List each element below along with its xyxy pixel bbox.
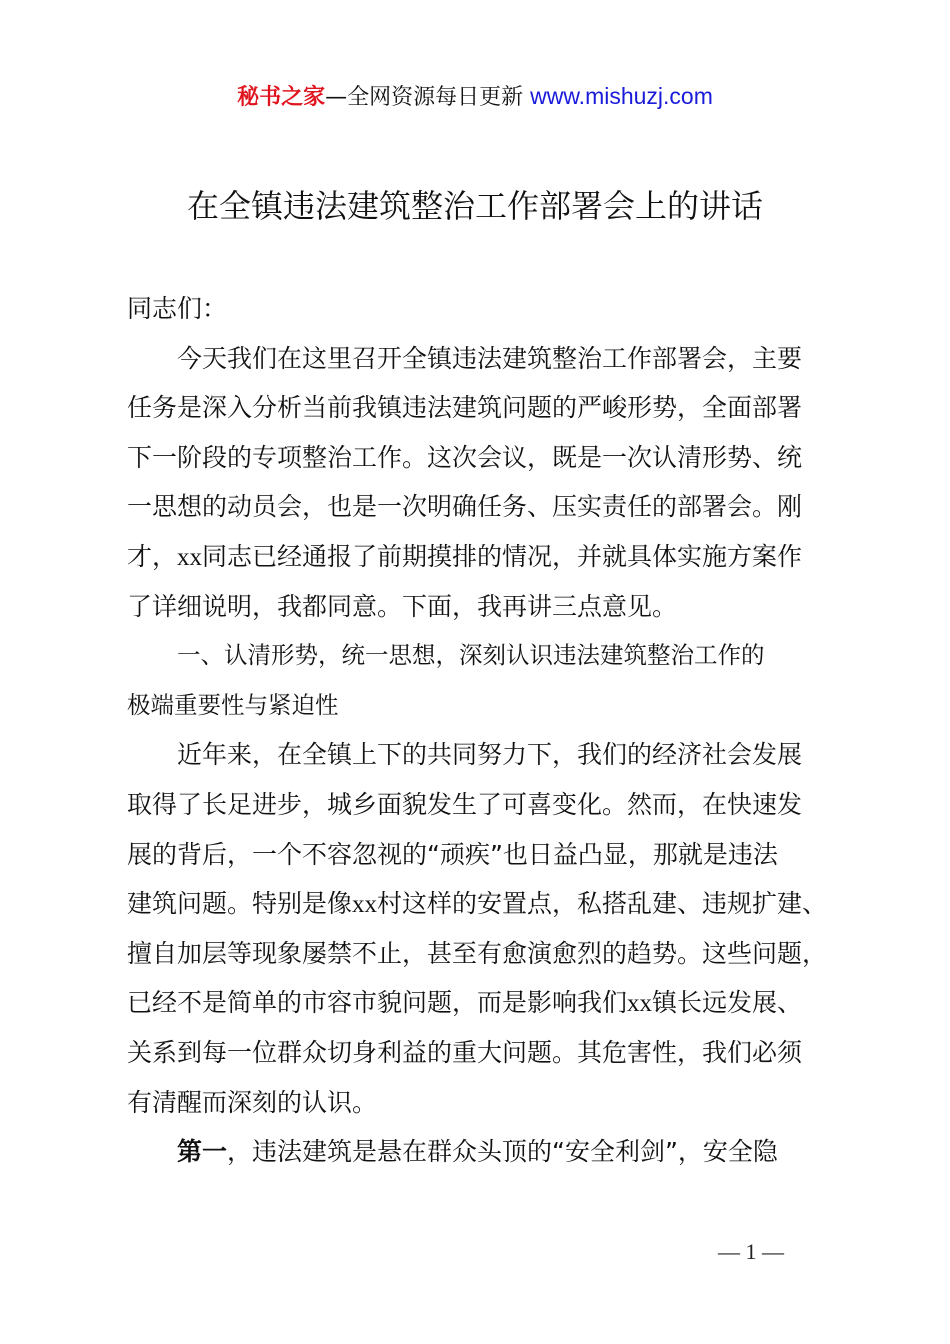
paragraph-line: 一思想的动员会，也是一次明确任务、压实责任的部署会。刚 — [127, 492, 803, 522]
text-run: 同志已经通报了前期摸排的情况，并就具体实施方案作 — [202, 541, 803, 571]
paragraph-line — [127, 1127, 837, 1177]
paragraph-line: 任务是深入分析当前我镇违法建筑问题的严峻形势，全面部署 — [127, 393, 803, 423]
text-run: 建筑问题。特别是像 — [127, 889, 353, 919]
paragraph-line: 擅自加层等现象屡禁不止，甚至有愈演愈烈的趋势。这些问题， — [127, 938, 828, 968]
paragraph-line — [127, 879, 837, 929]
emphasis-label: 第一 — [177, 1137, 228, 1167]
text-run: 镇长远发展、 — [652, 988, 803, 1018]
paragraph-line: 了详细说明，我都同意。下面，我再讲三点意见。 — [127, 591, 678, 621]
site-header — [0, 80, 950, 114]
page-number: — 1 — — [718, 1239, 784, 1264]
document-title: 在全镇违法建筑整治工作部署会上的讲话 — [186, 187, 763, 225]
paragraph-line: 有清醒而深刻的认识。 — [127, 1087, 378, 1117]
paragraph-line: 近年来，在全镇上下的共同努力下，我们的经济社会发展 — [177, 740, 803, 770]
greeting: 同志们： — [127, 294, 228, 323]
document-body — [127, 284, 837, 1177]
paragraph-line — [127, 532, 837, 582]
paragraph-line — [127, 978, 837, 1028]
brand-name: 秘书之家 — [237, 85, 326, 110]
paragraph-line: 关系到每一位群众切身利益的重大问题。其危害性，我们必须 — [127, 1037, 803, 1067]
site-url-link[interactable]: www.mishuzj.com — [530, 83, 713, 109]
paragraph-line: 取得了长足进步，城乡面貌发生了可喜变化。然而，在快速发 — [127, 789, 803, 819]
section-heading: 一、认清形势，统一思想，深刻认识违法建筑整治工作的 — [177, 641, 765, 670]
text-run: 已经不是简单的市容市貌问题，而是影响我们 — [127, 988, 628, 1018]
placeholder-name: xx — [177, 543, 203, 571]
placeholder-name: xx — [627, 990, 653, 1018]
site-slogan: —全网资源每日更新 — [325, 85, 524, 110]
text-run: 村这样的安置点，私搭乱建、违规扩建、 — [377, 889, 828, 919]
text-run: ，违法建筑是悬在群众头顶的“安全利剑”，安全隐 — [227, 1137, 778, 1167]
paragraph-line: 展的背后，一个不容忽视的“顽疾”也日益凸显，那就是违法 — [127, 839, 778, 869]
placeholder-name: xx — [352, 891, 378, 919]
paragraph-line: 下一阶段的专项整治工作。这次会议，既是一次认清形势、统 — [127, 442, 803, 472]
paragraph-line: 今天我们在这里召开全镇违法建筑整治工作部署会，主要 — [177, 343, 803, 373]
section-heading: 极端重要性与紧迫性 — [127, 690, 339, 719]
text-run: 才， — [127, 541, 178, 571]
